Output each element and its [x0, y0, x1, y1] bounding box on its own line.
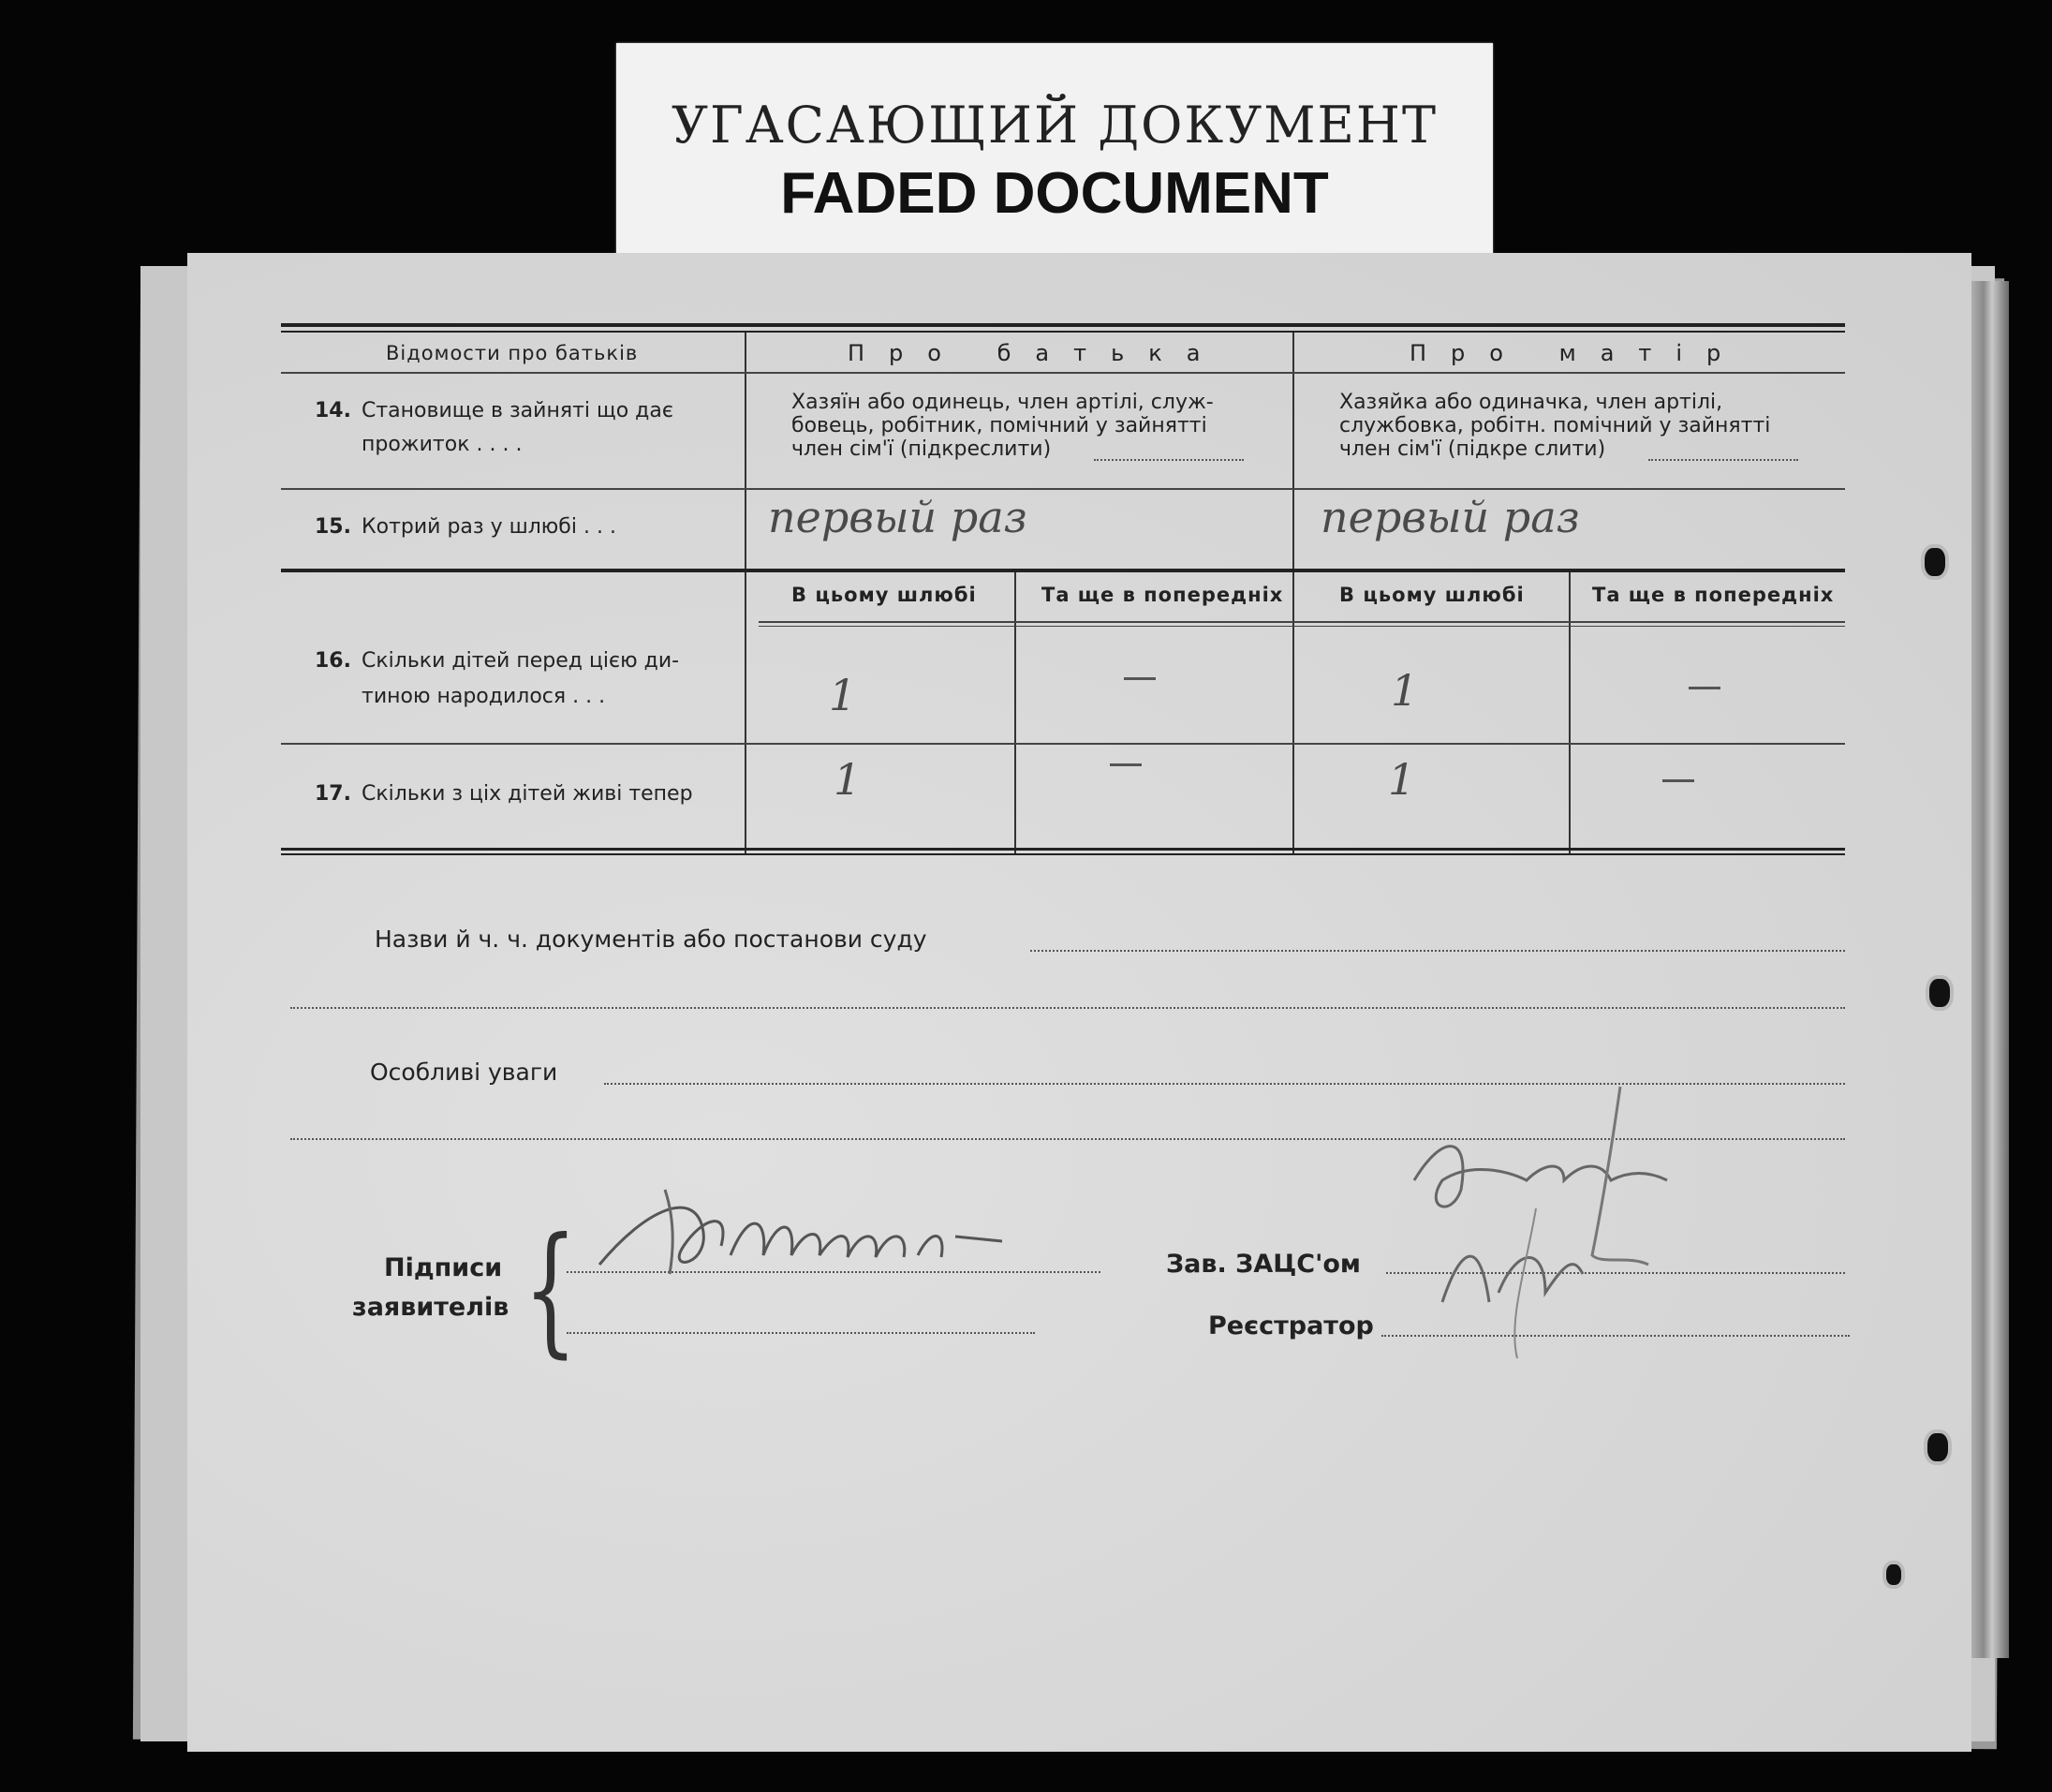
special-notes-label: Особливі уваги [370, 1059, 558, 1086]
label-line-ru: УГАСАЮЩИЙ ДОКУМЕНТ [671, 96, 1439, 155]
row15-mother-handwritten: первый раз [1321, 492, 1580, 542]
col-divider-2 [1292, 333, 1294, 855]
row17-mother-this-value: 1 [1388, 754, 1416, 805]
table-top-rule-thin [281, 331, 1845, 333]
documents-dotline [1030, 950, 1845, 952]
document-page [187, 253, 1971, 1752]
subheader-father-previous: Та ще в попередніх [1041, 584, 1284, 606]
row14-number: 14. [315, 399, 351, 422]
row14-father-dotline [1094, 459, 1244, 461]
row14-label-line2: прожиток . . . . [362, 433, 523, 456]
row16-label-line1: Скільки дітей перед цією ди- [362, 649, 680, 673]
row16-mother-prev-dash [1689, 687, 1720, 689]
signature-brace: { [524, 1208, 578, 1371]
subheader-mother-previous: Та ще в попередніх [1592, 584, 1835, 606]
row15-number: 15. [315, 515, 351, 539]
official-signature [1386, 1077, 1723, 1377]
col-divider-1 [745, 333, 746, 855]
row17-father-prev-dash [1110, 763, 1142, 766]
header-parents-info: Відомости про батьків [386, 342, 639, 364]
subheader-line-thin [759, 626, 1845, 627]
row14-mother-line2: службовка, робітн. помічний у зайнятті [1339, 414, 1771, 437]
row14-label-line1: Становище в зайняті що дає [362, 399, 673, 422]
row14-bottom-line [281, 488, 1845, 490]
row15-bottom-rule [281, 569, 1845, 572]
row17-mother-prev-dash [1662, 779, 1694, 782]
documents-label: Назви й ч. ч. документів або постанови суду [375, 926, 927, 953]
header-bottom-line [281, 372, 1845, 374]
head-zags-label: Зав. ЗАЦС'ом [1166, 1250, 1361, 1279]
header-mother: Про матір [1410, 340, 1746, 366]
table-bottom-rule [281, 848, 1845, 851]
row17-number: 17. [315, 782, 351, 806]
row16-father-prev-dash [1124, 677, 1156, 680]
punch-hole [1927, 1433, 1948, 1461]
row16-mother-this-value: 1 [1391, 665, 1419, 716]
label-line-en: FADED DOCUMENT [780, 161, 1329, 226]
subheader-mother-this: В цьому шлюбі [1339, 584, 1525, 606]
row14-father-line3: член сім'ї (підкреслити) [791, 437, 1052, 461]
row17-label: Скільки з ціх дітей живі тепер [362, 782, 693, 806]
punch-hole [1925, 548, 1945, 576]
col-divider-father-sub [1014, 571, 1016, 855]
row14-father-line2: бовець, робітник, помічний у зайнятті [791, 414, 1207, 437]
row16-number: 16. [315, 649, 351, 673]
header-father: Про батька [848, 340, 1225, 366]
row15-label: Котрий раз у шлюбі . . . [362, 515, 616, 539]
row16-label-line2: тиною народилося . . . [362, 685, 606, 708]
documents-dotline-2 [290, 1007, 1845, 1009]
row15-father-handwritten: первый раз [768, 492, 1027, 542]
subheader-father-this: В цьому шлюбі [791, 584, 977, 606]
row14-mother-line1: Хазяйка або одиначка, член артілі, [1339, 391, 1723, 414]
row14-mother-line3: член сім'ї (підкре слити) [1339, 437, 1606, 461]
registrar-label: Реєстратор [1208, 1311, 1374, 1340]
row16-father-this-value: 1 [829, 670, 857, 720]
page-stack-right [1967, 281, 2009, 1658]
col-divider-mother-sub [1569, 571, 1571, 855]
row14-mother-dotline [1648, 459, 1798, 461]
row17-father-this-value: 1 [834, 754, 862, 805]
row14-father-line1: Хазяїн або одинець, член артілі, служ- [791, 391, 1214, 414]
applicants-signatures-label-2: заявителів [352, 1293, 509, 1322]
table-top-rule [281, 323, 1845, 327]
applicants-signatures-label-1: Підписи [384, 1253, 503, 1282]
applicant-signature [562, 1152, 1049, 1321]
faded-document-label [616, 43, 1493, 259]
row16-bottom-line [281, 743, 1845, 745]
subheader-line [759, 621, 1845, 623]
applicant-signature-line-2 [567, 1332, 1035, 1334]
punch-hole [1886, 1564, 1901, 1585]
punch-hole [1929, 979, 1950, 1007]
table-bottom-rule-thin [281, 853, 1845, 855]
